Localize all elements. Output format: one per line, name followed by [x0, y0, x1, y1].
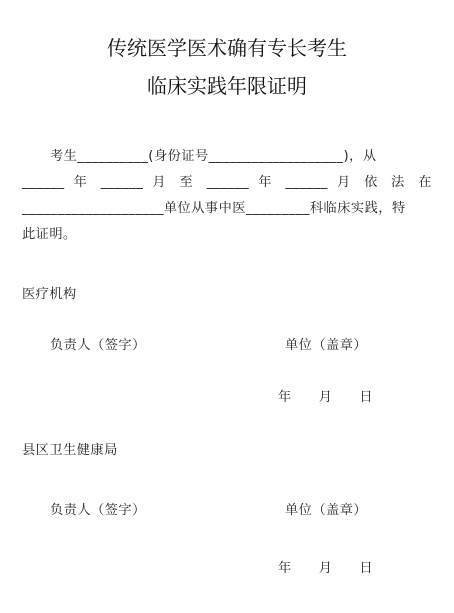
statement-line-3: ____________________单位从事中医_________科临床实践，特 [22, 201, 406, 216]
document-title-line1: 传统医学医术确有专长考生 [107, 36, 347, 60]
bureau-seal-label: 单位（盖章） [285, 503, 368, 518]
health-bureau-heading: 县区卫生健康局 [22, 443, 118, 458]
date-month-label: 月 [318, 561, 333, 576]
statement-line-2: ______ 年 ______ 月 至 ______ 年 ______ 月 依 法 在 [22, 175, 432, 190]
document-title-line2: 临床实践年限证明 [147, 74, 307, 98]
statement-line-4: 此证明。 [22, 227, 77, 242]
bureau-date [278, 557, 373, 576]
date-year-label: 年 [278, 561, 292, 576]
date-day-label: 日 [359, 390, 374, 405]
date-day-label: 日 [359, 561, 374, 576]
institution-date [278, 386, 373, 405]
medical-institution-heading: 医疗机构 [22, 287, 77, 302]
bureau-signer-label: 负责人（签字） [50, 503, 146, 518]
date-year-label: 年 [278, 390, 292, 405]
institution-signer-label: 负责人（签字） [50, 338, 146, 353]
institution-seal-label: 单位（盖章） [285, 338, 368, 353]
statement-line-1: 考生__________(身份证号___________________)，从 [50, 149, 377, 164]
date-month-label: 月 [318, 390, 333, 405]
